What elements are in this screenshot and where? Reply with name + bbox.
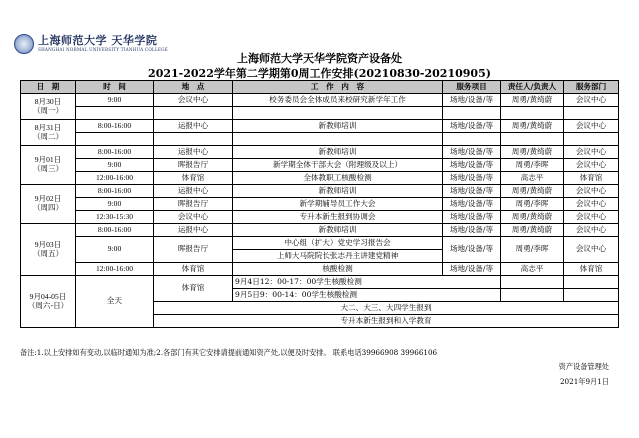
dept-cell: 体育馆 (564, 263, 619, 276)
dept-cell: 会议中心 (564, 237, 619, 263)
table-row (21, 198, 619, 211)
service-cell: 场地/设备/等 (443, 146, 501, 159)
header-time: 时 间 (76, 81, 154, 94)
service-cell: 场地/设备/等 (443, 237, 501, 263)
table-row (21, 237, 619, 250)
time-cell: 9:00 (76, 94, 154, 107)
time-cell: 8:00-16:00 (76, 224, 154, 237)
content-cell: 新教师培训 (233, 146, 443, 159)
table-row (21, 133, 619, 146)
table-row (21, 211, 619, 224)
table-row (21, 120, 619, 133)
header-place: 地 点 (154, 81, 233, 94)
dept-cell: 会议中心 (564, 94, 619, 107)
date-cell: 9月01日 （周三） (21, 146, 76, 185)
place-cell: 会议中心 (154, 94, 233, 107)
content-cell: 中心组（扩大）党史学习报告会 (233, 237, 443, 250)
logo-chinese-name: 上海师范大学 天华学院 (38, 34, 158, 48)
content-cell: 9月5日9：00-14：00学生核酸检测 (233, 289, 501, 302)
footer-date: 2021年9月1日 (559, 377, 609, 386)
content-cell: 新教师培训 (233, 120, 443, 133)
place-cell: 运报中心 (154, 185, 233, 198)
date-cell: 8月30日 （周一） (21, 94, 76, 120)
service-cell: 场地/设备/等 (443, 224, 501, 237)
table-row (21, 276, 619, 289)
place-cell: 会议中心 (154, 211, 233, 224)
content-cell: 全体教职工核酸检测 (233, 172, 443, 185)
date-cell: 9月03日 （周五） (21, 224, 76, 276)
content-cell: 9月4日12：00-17：00学生核酸检测 (233, 276, 501, 289)
table-row (21, 94, 619, 107)
dept-cell: 会议中心 (564, 159, 619, 172)
date-cell: 9月02日 （周四） (21, 185, 76, 224)
time-cell: 9:00 (76, 237, 154, 263)
header-dept: 服务部门 (564, 81, 619, 94)
table-row (21, 159, 619, 172)
footer-organization: 资产设备管理处 (558, 362, 609, 371)
person-cell: 周勇/黄绮蔚 (501, 94, 564, 107)
content-cell: 新学期辅导员工作大会 (233, 198, 443, 211)
time-cell: 8:00-16:00 (76, 185, 154, 198)
dept-cell: 会议中心 (564, 146, 619, 159)
table-header-row (21, 81, 619, 94)
person-cell: 周勇/黄绮蔚 (501, 185, 564, 198)
logo-english-name: SHANGHAI NORMAL UNIVERSITY TIANHUA COLLEGE (38, 47, 168, 53)
content-cell: 专升本新生报到协调会 (233, 211, 443, 224)
service-cell: 场地/设备/等 (443, 198, 501, 211)
place-cell: 体育馆 (154, 263, 233, 276)
table-row (21, 185, 619, 198)
person-cell: 周勇/李晖 (501, 237, 564, 263)
schedule-title: 2021-2022学年第二学期第0周工作安排(20210830-20210905) (148, 67, 491, 80)
department-title: 上海师范大学天华学院资产设备处 (237, 52, 402, 65)
time-cell: 12:00-16:00 (76, 263, 154, 276)
place-cell: 晖报告厅 (154, 237, 233, 263)
content-cell: 校务委员会全体成员来校研究新学年工作 (233, 94, 443, 107)
time-cell: 8:00-16:00 (76, 120, 154, 133)
dept-cell: 会议中心 (564, 198, 619, 211)
person-cell: 周勇/黄绮蔚 (501, 146, 564, 159)
header-date: 日 期 (21, 81, 76, 94)
content-cell: 大二、大三、大四学生报到 (154, 302, 619, 315)
person-cell: 高志平 (501, 263, 564, 276)
place-cell: 晖报告厅 (154, 159, 233, 172)
dept-cell: 体育馆 (564, 172, 619, 185)
time-cell: 9:00 (76, 159, 154, 172)
header-content: 工 作 内 容 (233, 81, 443, 94)
service-cell: 场地/设备/等 (443, 185, 501, 198)
footer-note: 备注:1.以上安排如有变动,以临时通知为准;2.各部门有其它安排请提前通知资产处,以便及时安排。 联系电话39966908 39966106 (20, 348, 438, 357)
content-cell: 上师大马院院长张志丹主讲建党精神 (233, 250, 443, 263)
date-cell: 8月31日 （周二） (21, 120, 76, 146)
person-cell: 高志平 (501, 172, 564, 185)
person-cell: 周勇/李晖 (501, 159, 564, 172)
place-cell: 晖报告厅 (154, 198, 233, 211)
header-service: 服务项目 (443, 81, 501, 94)
table-row (21, 263, 619, 276)
dept-cell: 会议中心 (564, 120, 619, 133)
service-cell: 场地/设备/等 (443, 172, 501, 185)
time-cell: 12:00-16:00 (76, 172, 154, 185)
content-cell: 核酸检测 (233, 263, 443, 276)
place-cell: 运报中心 (154, 120, 233, 133)
service-cell: 场地/设备/等 (443, 211, 501, 224)
schedule-table (20, 80, 619, 328)
table-row (21, 107, 619, 120)
content-cell: 新学期全体干部大会（附理级及以上） (233, 159, 443, 172)
place-cell: 运报中心 (154, 224, 233, 237)
content-cell: 专升本新生报到和入学教育 (154, 315, 619, 328)
service-cell: 场地/设备/等 (443, 120, 501, 133)
time-cell: 全天 (76, 276, 154, 328)
person-cell: 周勇/黄绮蔚 (501, 224, 564, 237)
date-cell: 9月04-05日 （周六-日） (21, 276, 76, 328)
person-cell: 周勇/黄绮蔚 (501, 211, 564, 224)
content-cell: 新教师培训 (233, 185, 443, 198)
place-cell: 体育馆 (154, 172, 233, 185)
dept-cell: 会议中心 (564, 224, 619, 237)
dept-cell: 会议中心 (564, 185, 619, 198)
table-row (21, 224, 619, 237)
person-cell: 周勇/黄绮蔚 (501, 120, 564, 133)
table-row (21, 172, 619, 185)
dept-cell: 会议中心 (564, 211, 619, 224)
service-cell: 场地/设备/等 (443, 159, 501, 172)
time-cell: 8:00-16:00 (76, 146, 154, 159)
service-cell: 场地/设备/等 (443, 94, 501, 107)
place-cell: 体育馆 (154, 276, 233, 302)
content-cell: 新教师培训 (233, 224, 443, 237)
service-cell: 场地/设备/等 (443, 263, 501, 276)
person-cell: 周勇/李晖 (501, 198, 564, 211)
time-cell: 12:30-15:30 (76, 211, 154, 224)
header-person: 责任人/负责人 (501, 81, 564, 94)
time-cell: 9:00 (76, 198, 154, 211)
place-cell: 运报中心 (154, 146, 233, 159)
table-row (21, 146, 619, 159)
